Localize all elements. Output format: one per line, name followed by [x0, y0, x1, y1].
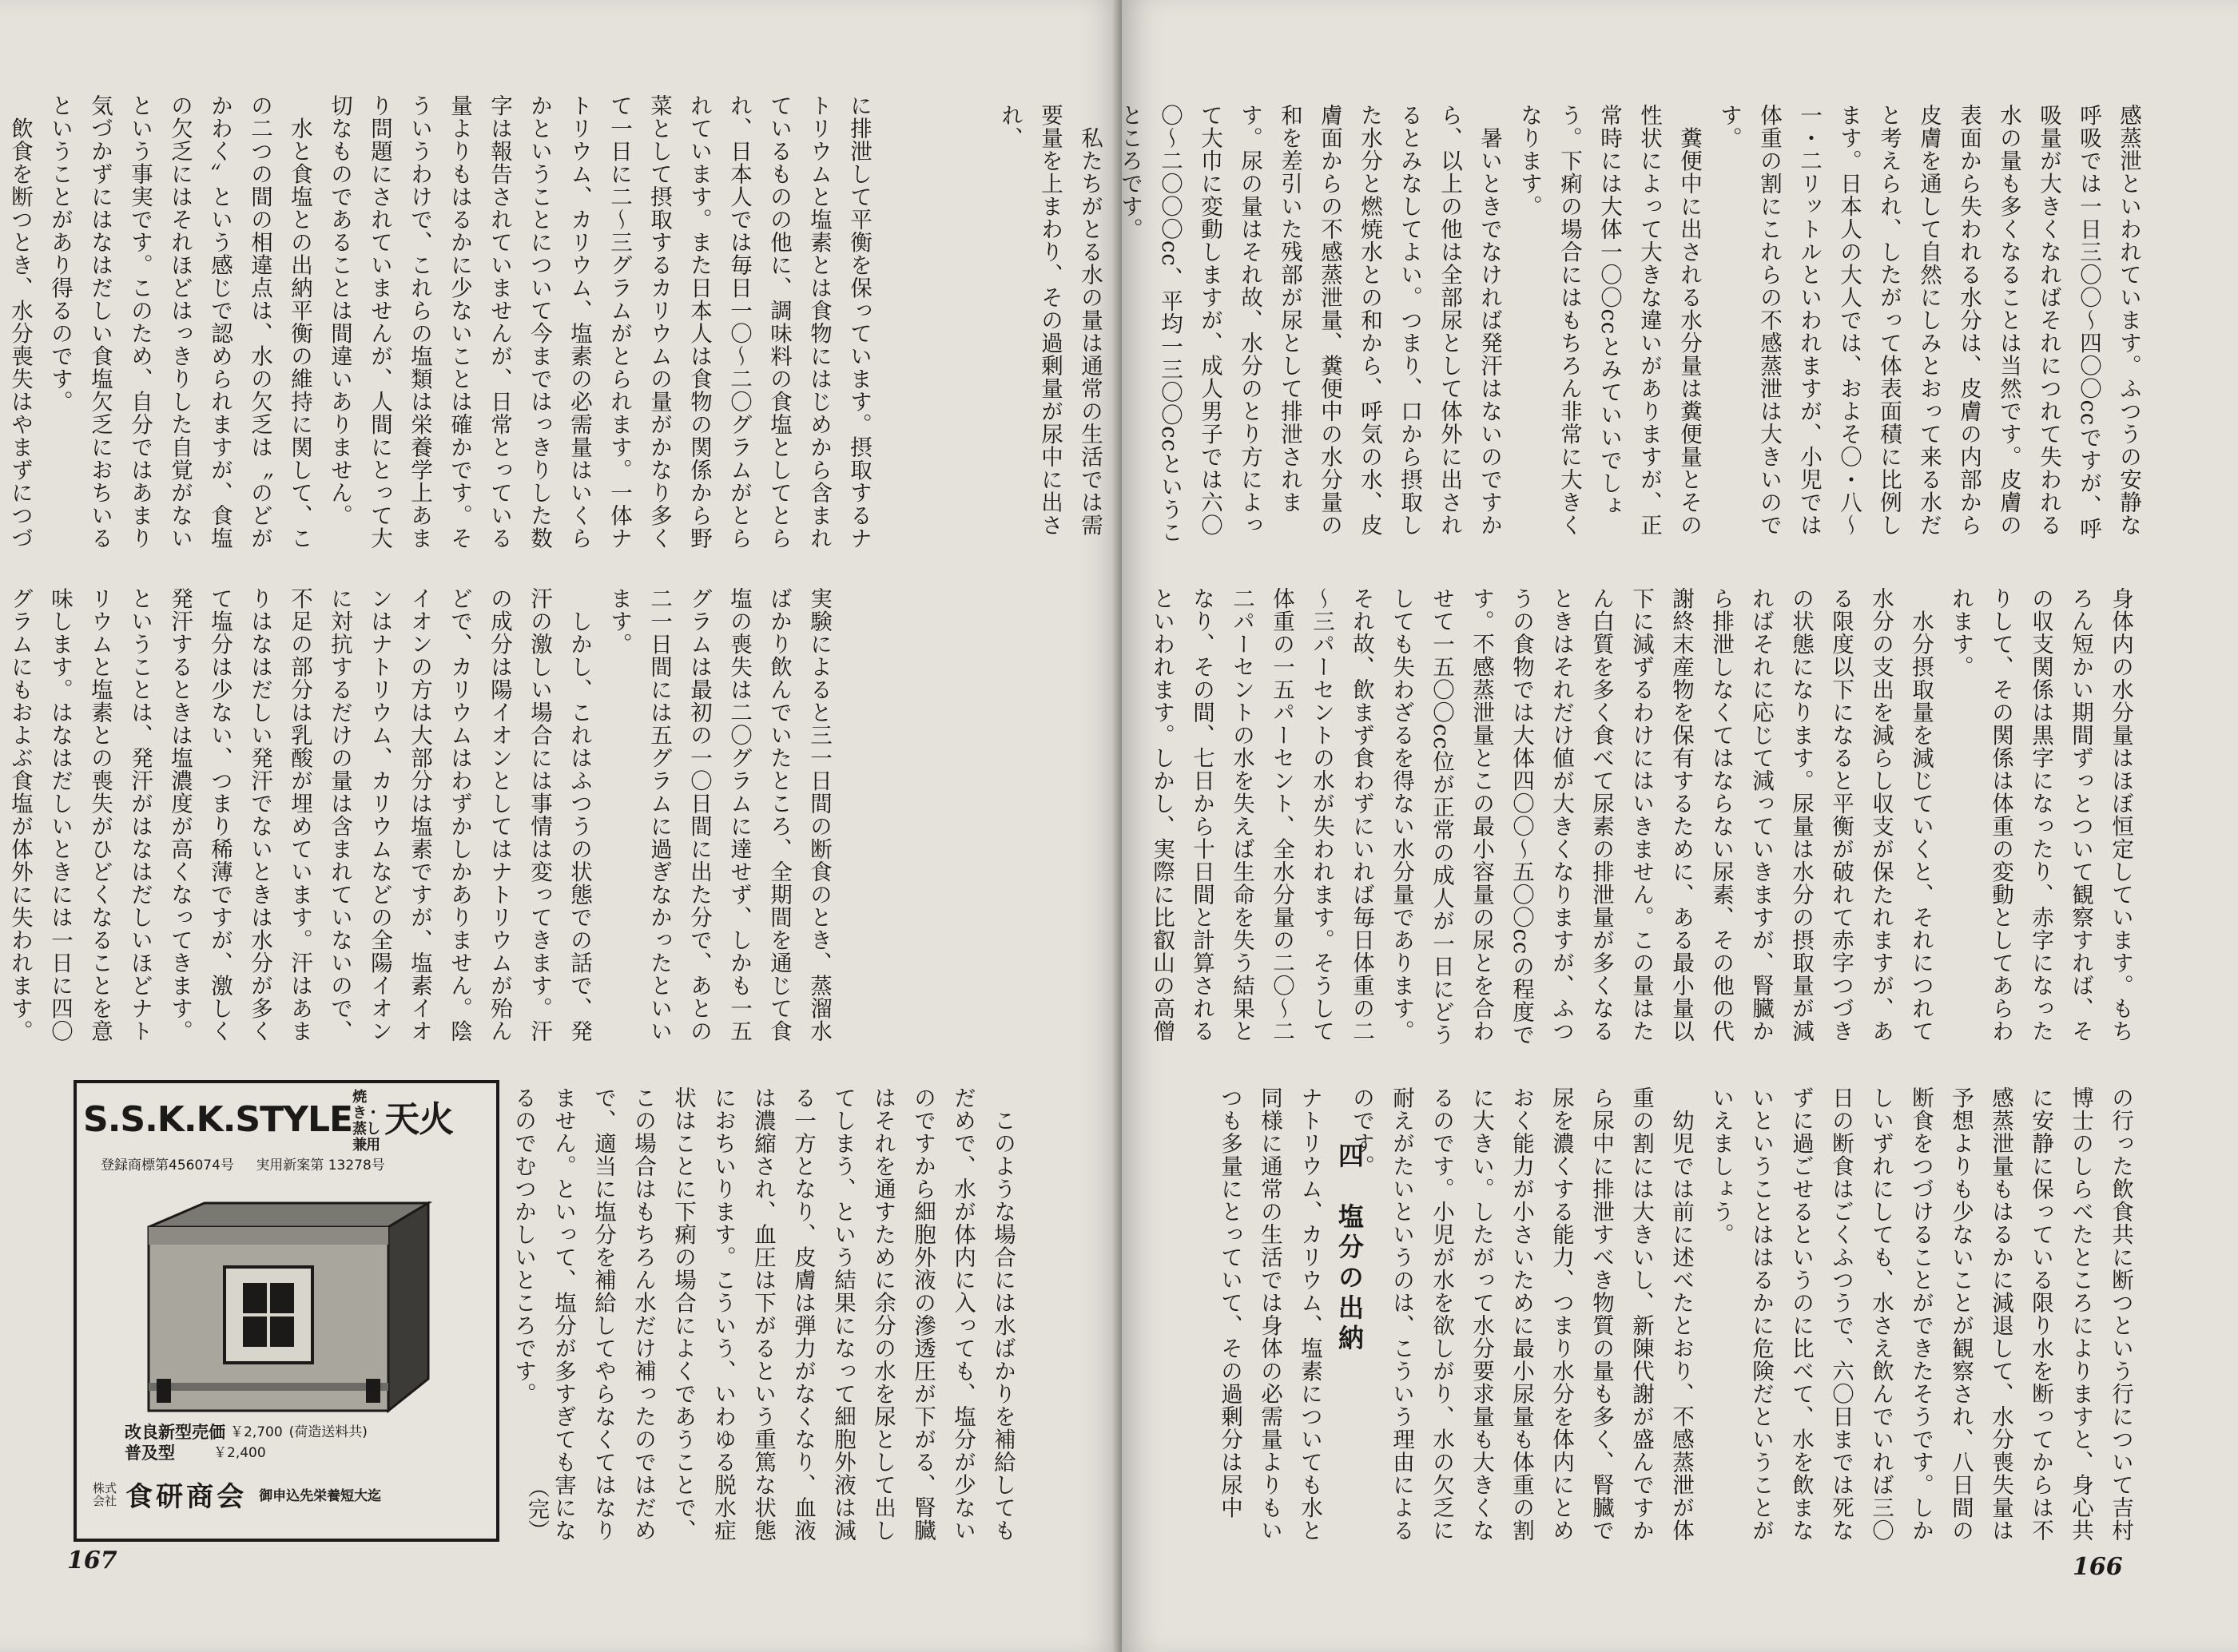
ad-trademark: 登録商標第456074号	[101, 1158, 234, 1173]
ad-company-name: 食研商会	[125, 1481, 248, 1513]
ad-company	[93, 1475, 492, 1514]
oven-advertisement	[74, 1080, 499, 1542]
right-lower-text: の行った飲食共に断つという行について吉村博士のしらべたところによりますと、身心共に安静に保っている限り水を断ってからは不感蒸泄量もはるかに減退して、水分喪失量は予想よりも少ないことが観察され、八日間の断食をつづけることができたそうです。しかしいずれにしても、水さえ飲んでいれば三〇日の断食はごくふつうで、六〇日までは死なずに過ごせるというのに比べて、水を飲まないということははるかに危険だということがいえましょう。 幼児では前に述べたとおり、不感蒸泄が体重の割には大きいし、新陳代謝が盛んですから尿中に排泄すべき物質の量も多く、腎臓で尿を濃くする能力、つまり水分を体内にとめおく能力が小さいために最小尿量も体重の割に大きい。したがって水分要求量も大きくなるのです。小児が水を欲しがり、水の欠乏に耐えがたいというのは、こういう理由によるのです。	[1349, 1086, 2133, 1542]
ad-model-popular: 普及型	[125, 1444, 175, 1463]
ad-prices	[125, 1422, 484, 1463]
oven-illustration	[133, 1179, 436, 1419]
ad-utility: 実用新案第 13278号	[256, 1158, 385, 1173]
section-heading: 四 塩分の出納	[1334, 1142, 1365, 1355]
ad-company-prefix: 株式会社	[93, 1480, 117, 1508]
ad-price-improved: ￥2,700	[230, 1424, 283, 1440]
left-upper-text: に排泄して平衡を保っています。摂取するナトリウムと塩素とは食物にはじめから含まれているものの他に、調味料の食塩としてとられ、日本人では毎日一〇～二〇グラムがとられています。また日本人は食物の関係から野菜として摂取するカリウムの量がかなり多くて一日に二～三グラムがとられます。一体ナトリウム、カリウム、塩素の必需量はいくらかということについて今まではっきりした数字は報告されていませんが、日常とっている量よりもはるかに少ないことは確かです。そういうわけで、これらの塩類は栄養学上あまり問題にされていませんが、人間にとって大切なものであることは間違いありません。 水と食塩との出納平衡の維持に関して、この二つの間の相違点は、水の欠乏は〝のどがかわく〟という感じで認められますが、食塩の欠乏にはそれほどはっきりした自覚がないという事実です。このため、自分ではあまり気づかずにはなはだしい食塩欠乏におちいるということがあり得るのです。 飲食を断つとき、水分喪失はやまずにつづ	[7, 94, 872, 550]
ad-brand-sub: 焼き・蒸し兼用	[352, 1089, 380, 1154]
left-middle-text: 実験によると三一日間の断食のとき、蒸溜水ばかり飲んでいたところ、全期間を通じて食塩の喪失は二〇グラムに達せず、しかも一五グラムは最初の一〇日間に出た分で、あとの二一日間には五グラムに過ぎなかったといいます。 しかし、これはふつうの状態での話で、発汗の激しい場合には事情は変ってきます。汗の成分は陽イオンとしてはナトリウムが殆んどで、カリウムはわずかしかありません。陰イオンの方は大部分は塩素ですが、塩素イオンはナトリウム、カリウムなどの全陽イオンに対抗するだけの量は含まれていないので、不足の部分は乳酸が埋めています。汗はあまりはなはだしい発汗でないときは水分が多くて塩分は少ない、つまり稀薄ですが、激しく発汗するときは塩濃度が高くなってきます。ということは、発汗がはなはだしいほどナトリウムと塩素との喪失がひどくなることを意味します。はなはだしいときには一日に四〇グラムにもおよぶ食塩が体外に失われます。	[7, 587, 832, 1042]
ad-shipping-note: (荷造送料共)	[288, 1424, 368, 1440]
left-lower-text: このような場合には水ばかりを補給してもだめで、水が体内に入っても、塩分が少ないのですから細胞外液の滲透圧が下がる、腎臓はそれを通すために余分の水を尿として出してしまう、という結果になって細胞外液は減る一方となり、皮膚は弾力がなくなり、血液は濃縮され、血圧は下がるという重篤な状態におちいります。こういう、いわゆる脱水症状はことに下痢の場合によくであうことで、この場合はもちろん水だけ補ったのではだめで、適当に塩分を補給してやらなくてはなりません。といって、塩分が多すぎても害になるのでむつかしいところです。	[511, 1086, 1016, 1542]
right-page	[997, 0, 2238, 1652]
ad-model-improved: 改良新型	[125, 1423, 192, 1442]
section-text: ナトリウム、カリウム、塩素についても水と同様に通常の生活では身体の必需量よりもいつも多量にとっていて、その過剰分は尿中	[1217, 1086, 1322, 1542]
ad-brand: S.S.K.K.STYLE	[83, 1099, 353, 1140]
ad-registration	[101, 1154, 484, 1173]
ad-brand-title	[83, 1089, 490, 1154]
ad-company-address: 御申込先栄養短大迄	[259, 1488, 382, 1504]
ad-price-label: 売価	[192, 1423, 225, 1442]
ad-brand-tail: 天火	[384, 1099, 454, 1140]
page-number-left: 167	[67, 1547, 117, 1575]
ad-price-popular: ￥2,400	[213, 1445, 266, 1461]
end-mark: （完）	[524, 1476, 549, 1541]
right-middle-text: 身体内の水分量はほぼ恒定しています。もちろん短かい期間ずっとついて観察すれば、その収支関係は黒字になったり、赤字になったりして、その関係は体重の変動としてあらわれます。 水分摂取量を減じていくと、それにつれて水分の支出を減らし収支が保たれますが、ある限度以下になると平衡が破れて赤字つづきの状態になります。尿量は水分の摂取量が減ればそれに応じて減っていきますが、腎臓から排泄しなくてはならない尿素、その他の代謝終末産物を保有するために、ある最小量以下に減ずるわけにはいきません。この量はたん白質を多く食べて尿素の排泄量が多くなるときはそれだけ値が大きくなりますが、ふつうの食物では大体四〇〇～五〇〇ccの程度です。不感蒸泄量とこの最小容量の尿とを合わせて一五〇〇cc位が正常の成人が一日にどうしても失わざるを得ない水分量であります。それ故、飲まず食わずにいれば毎日体重の二～三パーセントの水が失われます。そうして体重の一五パーセント、全水分量の二〇～二二パーセントの水を失えば生命を失う結果となり、その間、七日から十日間と計算されるといわれます。しかし、実際に比叡山の高僧	[1149, 587, 2133, 1046]
right-upper-text: 感蒸泄といわれています。ふつうの安静な呼吸では一日三〇〇～四〇〇ccですが、呼吸量が大きくなればそれにつれて失われる水の量も多くなることは当然です。皮膚の表面から失われる水分は、皮膚の内部から皮膚を通して自然にしみとおって来る水だと考えられ、したがって体表面積に比例します。日本人の大人では、およそ〇・八～一・二リットルといわれますが、小児では体重の割にこれらの不感蒸泄は大きいのです。 糞便中に出される水分量は糞便量とその性状によって大きな違いがありますが、正常時には大体一〇〇ccとみていいでしょう。下痢の場合にはもちろん非常に大きくなります。 暑いときでなければ発汗はないのですから、以上の他は全部尿として体外に出されるとみなしてよい。つまり、口から摂取した水分と燃焼水との和から、呼気の水、皮膚面からの不感蒸泄量、糞便中の水分量の和を差引いた残部が尿として排泄されます。尿の量はそれ故、水分のとり方によって大巾に変動しますが、成人男子では六〇〇～二〇〇〇cc、平均一三〇〇ccということころです。 私たちがとる水の量は通常の生活では需要量を上まわり、その過剰量が尿中に出され、	[997, 104, 2141, 544]
page-number-right: 166	[2073, 1553, 2123, 1581]
